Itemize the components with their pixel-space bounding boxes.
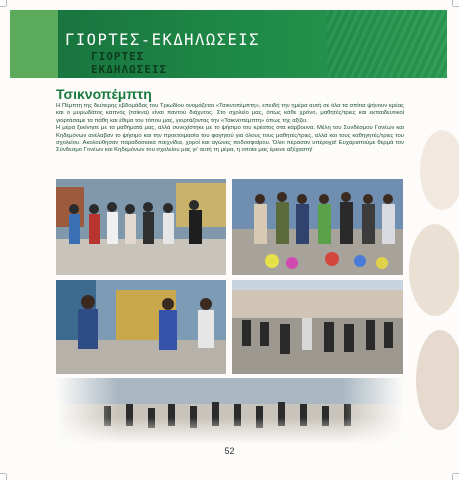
banner-subtitle-line: ΕΚΔΗΛΩΣΕΙΣ (91, 63, 168, 76)
decorative-background (400, 80, 459, 460)
article-body (56, 103, 404, 155)
crop-mark (0, 6, 6, 7)
banner-subtitle (91, 50, 167, 76)
banner-subtitle-line: ΓΙΟΡΤΕΣ (91, 50, 145, 63)
crop-mark (452, 474, 453, 480)
section-banner (10, 10, 447, 78)
banner-texture (327, 10, 447, 78)
photo-students-dancing (56, 280, 226, 374)
photo-group-costumes (56, 179, 226, 275)
crop-mark (6, 0, 7, 6)
article-paragraph: Η Πέμπτη της δεύτερης εβδομάδας του Τριωδίου ονομάζεται «Τσικνοπέμπτη», επειδή την ημέρα αυτή σε όλα τα σπίτια ψήνουν κρέας και ο μυρωδάτος καπνός (τσίκνα) είναι παντού διάχυτος. Στο σχολείο μας, όπως κάθε χρόνο, μαθητές/τριες και εκπαιδευτικοί γιορτάσαμε τα πάθη και έθιμα του τόπου μας, γιορτάζοντας την «Τσικνοπέμπτη» όπως της αξίζει. (56, 103, 404, 124)
article-paragraph: Η μέρα ξεκίνησε με τα μαθήματά μας, αλλά συνεχίστηκε με το ψήσιμο του κρέατος στα κάρβουνα. Μέλη του Συνδέσμου Γονέων και Κηδεμόνων ανέλαβαν το ψήσιμο και την προετοιμασία του φαγητού για όλους τους μαθητές/τριες, αλλά και τους καθηγητές/τριες του σχολείου. Ακολούθησαν παραδοσιακά παιχνίδια, χοροί και αγώνες ποδοσφαίρου. Όλοι πέρασαν υπέροχα! Ευχαριστούμε θερμά τον Σύνδεσμο Γονέων και Κηδεμόνων του σχολείου μας γι' αυτή τη μέρα, η οποία μας έμεινε αξέχαστη! (56, 125, 404, 154)
photo-traditional-dance (232, 280, 403, 374)
crop-mark (452, 0, 453, 6)
photo-circle-dance (56, 378, 404, 444)
article-title: Τσικνοπέμπτη (56, 86, 152, 102)
photo-group-balloons (232, 179, 403, 275)
crop-mark (453, 6, 459, 7)
banner-accent-strip (10, 10, 58, 78)
crop-mark (453, 473, 459, 474)
banner-title: ΓΙΟΡΤΕΣ-ΕΚΔΗΛΩΣΕΙΣ (65, 31, 260, 49)
crop-mark (6, 474, 7, 480)
page-number: 52 (224, 446, 235, 456)
